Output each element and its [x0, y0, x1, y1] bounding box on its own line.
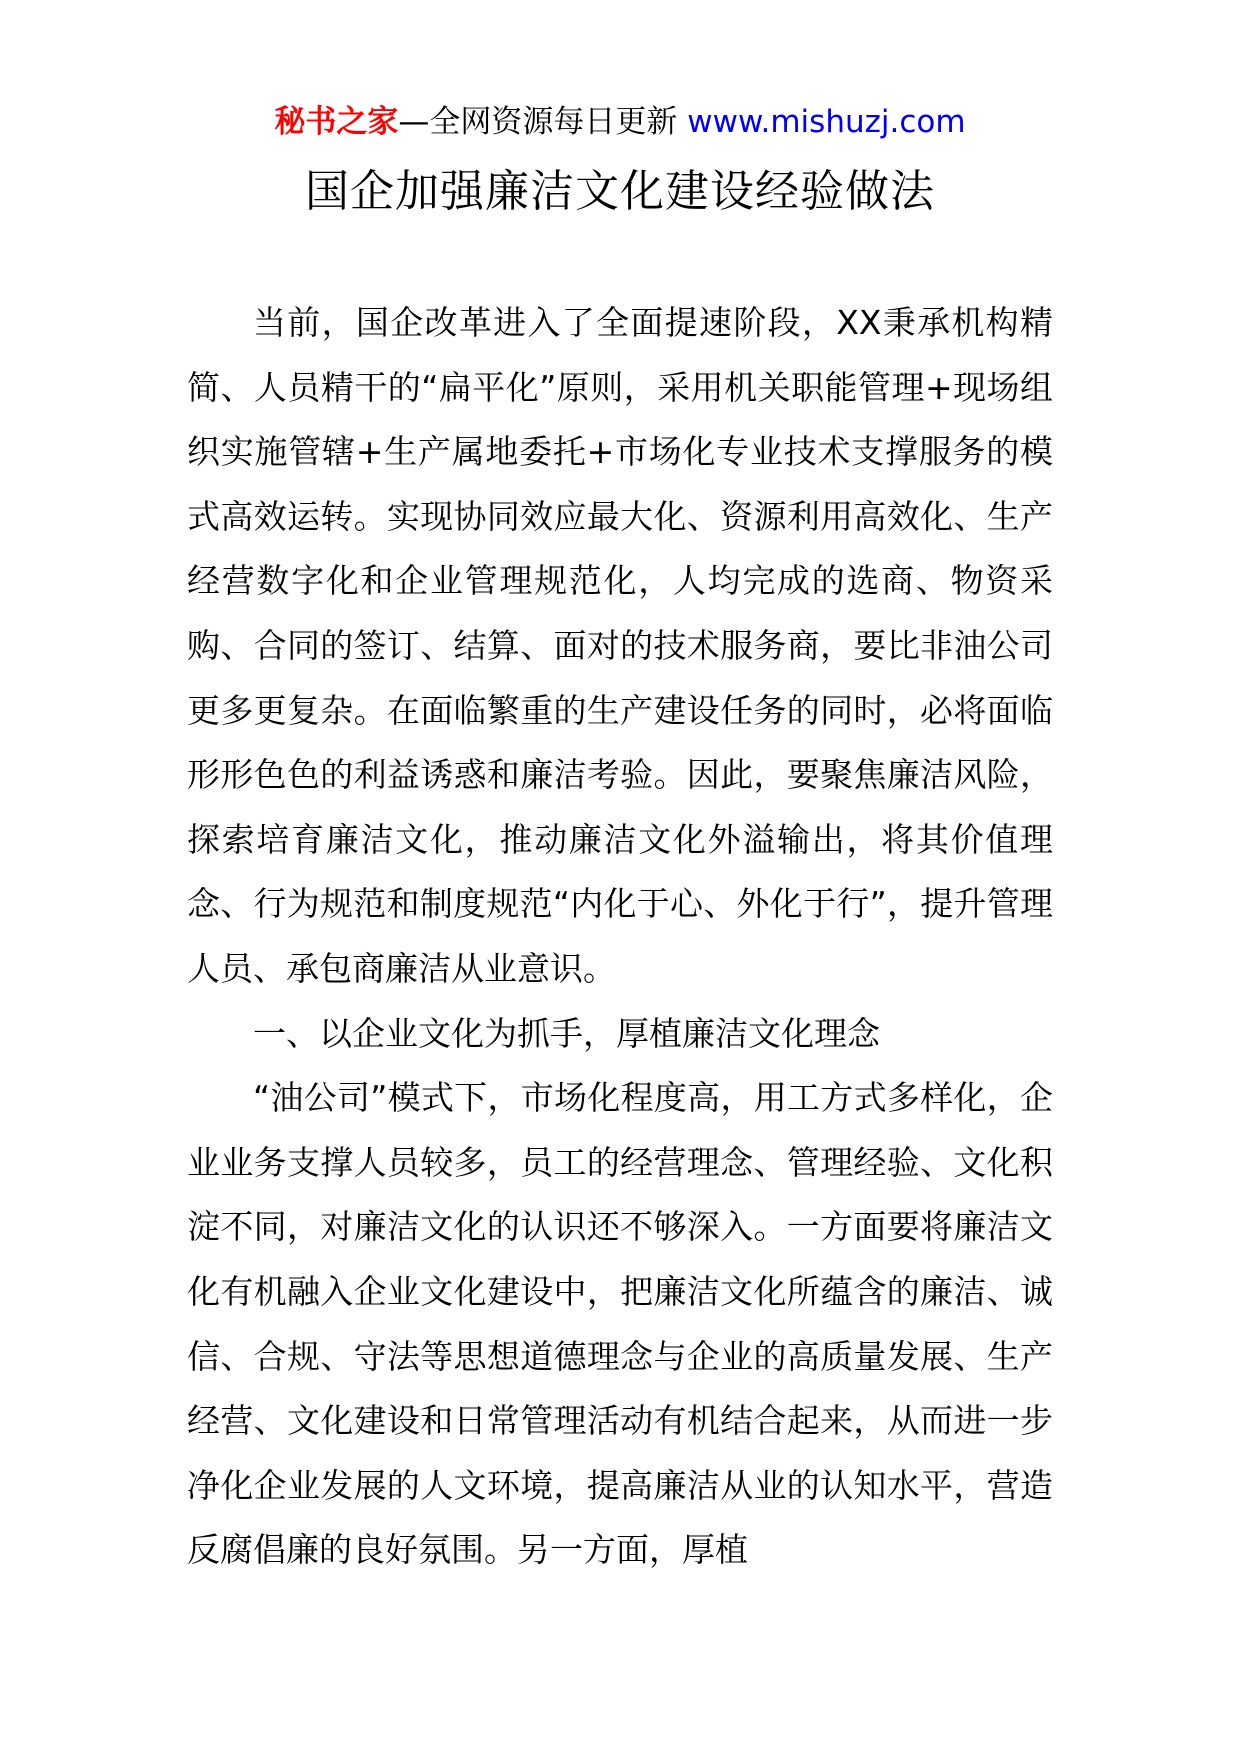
intro-paragraph: 当前，国企改革进入了全面提速阶段，XX秉承机构精简、人员精干的“扁平化”原则，采用机关职能管理+现场组织实施管辖+生产属地委托+市场化专业技术支撑服务的模式高效运转。实现协同效应最大化、资源利用高效化、生产经营数字化和企业管理规范化，人均完成的选商、物资采购、合同的签订、结算、面对的技术服务商，要比非油公司更多更复杂。在面临繁重的生产建设任务的同时，必将面临形形色色的利益诱惑和廉洁考验。因此，要聚焦廉洁风险，探索培育廉洁文化，推动廉洁文化外溢输出，将其价值理念、行为规范和制度规范“内化于心、外化于行”，提升管理人员、承包商廉洁从业意识。 [187, 303, 1053, 988]
site-name: 秘书之家 [274, 104, 399, 140]
site-tagline: —全网资源每日更新 [398, 104, 688, 140]
document-title: 国企加强廉洁文化建设经验做法 [305, 166, 935, 217]
document-body [187, 291, 1053, 1583]
section-heading: 一、以企业文化为抓手，厚植廉洁文化理念 [253, 1013, 880, 1053]
site-url-link[interactable]: www.mishuzj.com [687, 104, 966, 140]
site-header [0, 100, 1240, 144]
section-paragraph: “油公司”模式下，市场化程度高，用工方式多样化，企业业务支撑人员较多，员工的经营理念、管理经验、文化积淀不同，对廉洁文化的认识还不够深入。一方面要将廉洁文化有机融入企业文化建设中，把廉洁文化所蕴含的廉洁、诚信、合规、守法等思想道德理念与企业的高质量发展、生产经营、文化建设和日常管理活动有机结合起来，从而进一步净化企业发展的人文环境，提高廉洁从业的认知水平，营造反腐倡廉的良好氛围。另一方面，厚植 [187, 1078, 1053, 1570]
